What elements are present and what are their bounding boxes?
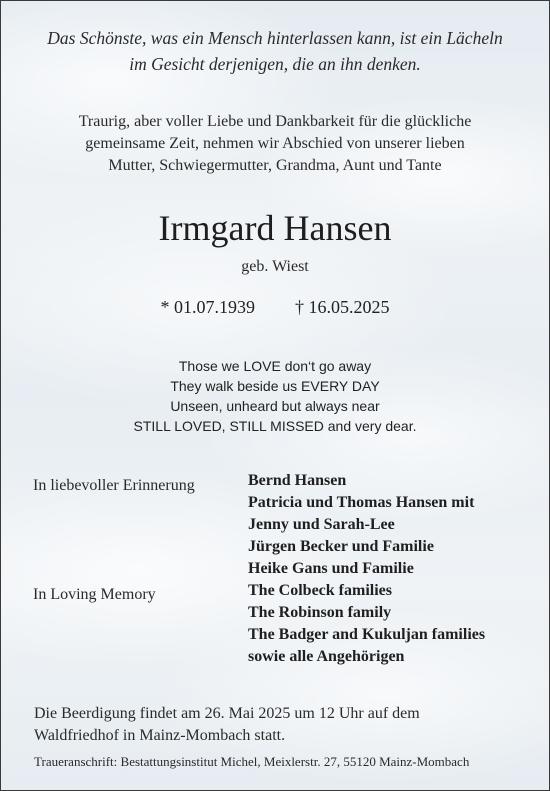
mourner: sowie alle Angehörigen: [248, 648, 405, 665]
intro-text: [1, 111, 549, 177]
mourner: Jürgen Becker und Familie: [248, 538, 434, 555]
memory-label-english: In Loving Memory: [33, 586, 156, 603]
mourner: Jenny und Sarah-Lee: [248, 516, 395, 533]
poem: [1, 356, 549, 436]
poem-line: They walk beside us EVERY DAY: [170, 378, 380, 394]
intro-line: Mutter, Schwiegermutter, Grandma, Aunt und Tante: [108, 157, 442, 174]
mourner: The Colbeck families: [248, 582, 392, 599]
mourners-list: [248, 470, 485, 668]
quote-line: im Gesicht derjenigen, die an ihn denken.: [129, 54, 421, 74]
funeral-line: Waldfriedhof in Mainz-Mombach statt.: [34, 727, 286, 744]
funeral-line: Die Beerdigung findet am 26. Mai 2025 um 12 Uhr auf dem: [34, 705, 420, 722]
poem-line: Unseen, unheard but always near: [170, 398, 380, 414]
memorial-quote: [1, 25, 549, 77]
mourner: The Robinson family: [248, 604, 392, 621]
memory-label-german: In liebevoller Erinnerung: [33, 477, 195, 494]
life-dates: [1, 295, 549, 319]
mourner: The Badger and Kukuljan families: [248, 626, 486, 643]
intro-line: Traurig, aber voller Liebe und Dankbarkeit für die glückliche: [78, 113, 472, 130]
birth-name: geb. Wiest: [241, 258, 309, 275]
poem-line: STILL LOVED, STILL MISSED and very dear.: [133, 418, 417, 434]
mourner: Bernd Hansen: [248, 472, 347, 489]
funeral-info: [34, 703, 420, 747]
quote-line: Das Schönste, was ein Mensch hinterlassen kann, ist ein Lächeln: [47, 28, 503, 48]
mourner: Heike Gans und Familie: [248, 560, 414, 577]
birth-date: * 01.07.1939: [160, 297, 255, 317]
mourning-address: Traueranschrift: Bestattungsinstitut Michel, Meixlerstr. 27, 55120 Mainz-Mombach: [34, 754, 470, 769]
intro-line: gemeinsame Zeit, nehmen wir Abschied von unserer lieben: [85, 135, 465, 152]
deceased-name: Irmgard Hansen: [158, 208, 392, 248]
mourner: Patricia und Thomas Hansen mit: [248, 494, 475, 511]
poem-line: Those we LOVE don‘t go away: [178, 358, 372, 374]
death-date: † 16.05.2025: [295, 297, 390, 317]
